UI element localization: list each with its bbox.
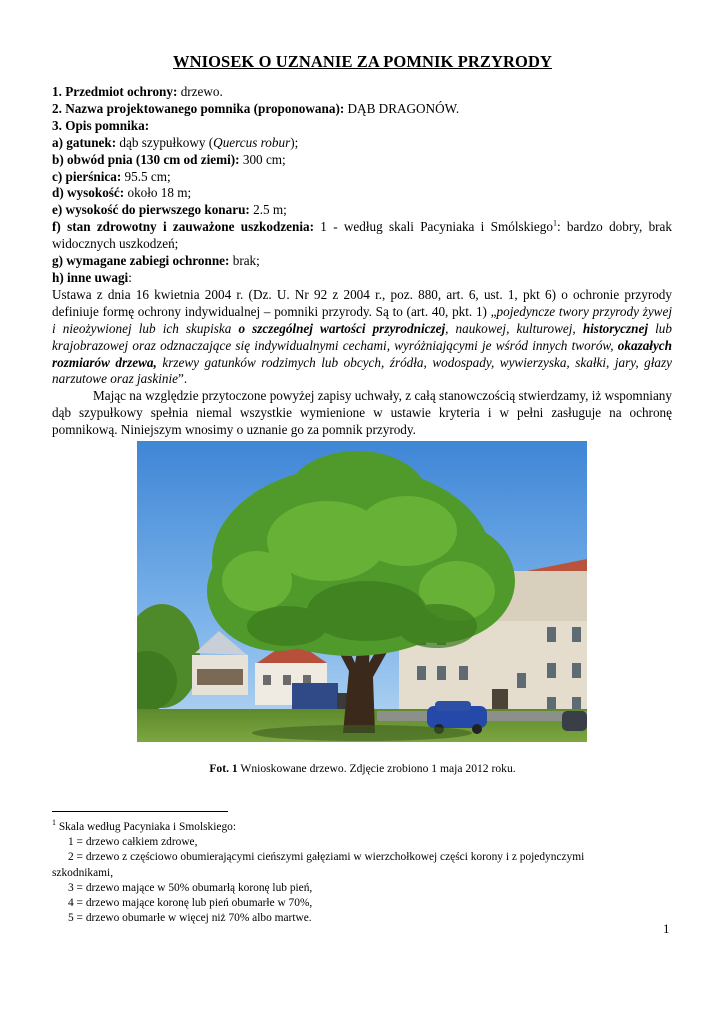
conclusion-paragraph: Mając na względzie przytoczone powyżej zapisy uchwały, z całą stanowczością stwierdzamy, iż wspomniany dąb szypułkowy spełnia niemal wszystkie wymienione w ustawie kryteria i w pełni zasługuje na ochronę pomnikową. Niniejszym wnosimy o uznanie go za pomnik przyrody. <box>52 388 672 438</box>
document-body <box>52 84 672 439</box>
footnote-line: 5 = drzewo obumarłe w więcej niż 70% albo martwe. <box>68 912 312 925</box>
footnote <box>52 820 672 926</box>
footnote-line: szkodnikami, <box>52 866 114 879</box>
footnote-line: 3 = drzewo mające w 50% obumarłą koronę lub pień, <box>68 881 313 894</box>
footnote-line: 4 = drzewo mające koronę lub pień obumarłe w 70%, <box>68 897 313 910</box>
page-number: 1 <box>663 921 670 936</box>
item-f: f) stan zdrowotny i zauważone uszkodzenia: 1 - według skali Pacyniaka i Smólskiego$^1$: bardzo dobry, brak widocznych uszkodzeń; <box>52 218 673 252</box>
footnote-reference[interactable]: 1 <box>552 218 557 228</box>
footnote-line: 1 = drzewo całkiem zdrowe, <box>68 836 198 849</box>
document-title: WNIOSEK O UZNANIE ZA POMNIK PRZYRODY <box>172 52 552 71</box>
item-b: b) obwód pnia (130 cm od ziemi): 300 cm; <box>52 151 286 167</box>
photo-caption: Fot. 1 Wnioskowane drzewo. Zdjęcie zrobiono 1 maja 2012 roku. <box>209 762 516 775</box>
footnote-separator <box>52 811 228 812</box>
footnote-title: $^1$ Skala według Pacyniaka i Smolskiego: <box>52 818 237 833</box>
item-a: a) gatunek: dąb szypułkowy (Quercus robur); <box>52 134 299 150</box>
item-g: g) wymagane zabiegi ochronne: brak; <box>52 253 260 269</box>
item-e: e) wysokość do pierwszego konaru: 2.5 m; <box>52 202 287 218</box>
footnote-line: 2 = drzewo z częściowo obumierającymi cieńszymi gałęziami w wierzchołkowej części korony i z pojedynczymi <box>68 851 585 864</box>
item-h: h) inne uwagi: <box>52 269 132 285</box>
item-1: 1. Przedmiot ochrony: drzewo. <box>52 84 223 99</box>
item-2: 2. Nazwa projektowanego pomnika (proponowana): DĄB DRAGONÓW. <box>52 100 460 116</box>
law-paragraph: Ustawa z dnia 16 kwietnia 2004 r. (Dz. U. Nr 92 z 2004 r., poz. 880, art. 6, ust. 1, pkt 6) o ochronie przyrody definiuje formę ochrony indywidualnej – pomniki przyrody. Są to (art. 40, pkt. 1) „pojedyncze twory przyrody żywej i nieożywionej lub ich skupiska o szczególnej wartości przyrodniczej, naukowej, kulturowej, historycznej lub krajobrazowej oraz odznaczające się indywidualnymi cechami, wyróżniającymi je wśród innych tworów, okazałych rozmiarów drzewa, krzewy gatunków rodzimych lub obcych, źródła, wodospady, wywierzyska, skałki, jary, głazy narzutowe oraz jaskinie”. <box>52 286 673 387</box>
item-c: c) pierśnica: 95.5 cm; <box>52 168 171 184</box>
item-3: 3. Opis pomnika: <box>52 117 150 133</box>
tree-photo <box>137 441 587 742</box>
item-d: d) wysokość: około 18 m; <box>52 185 192 201</box>
